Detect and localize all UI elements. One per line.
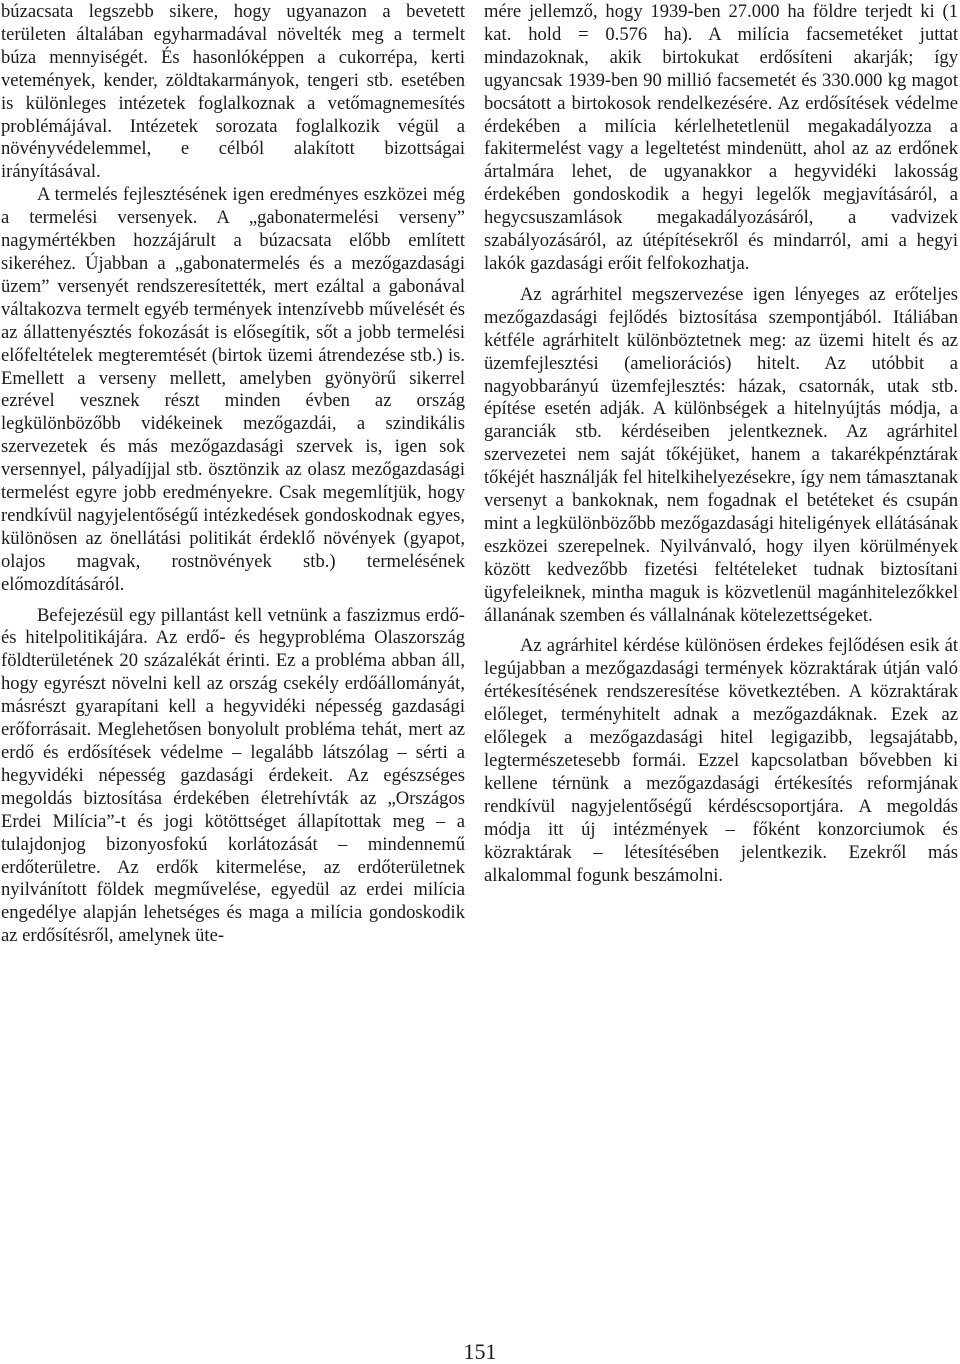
paragraph-right-1: mére jellemző, hogy 1939-ben 27.000 ha földre terjedt ki (1 kat. hold = 0.576 ha). A milícia facsemetéket juttat mindazoknak, akik birtokukat erdősíteni akarják; így ugyancsak 1939-ben 90 millió facsemetét és 330.000 kg magot bocsátott a birtokosok rendelkezésére. Az erdősítések védelme érdekében a milícia kérlelhetetlenül megakadályozza a fakitermelést vagy a legeltetést mindenütt, ahol az az erdőnek ártalmára lehet, de ugyanakkor a hegyvidéki lakosság érdekében gondoskodik a hegyi legelők megjavításáról, a hegycsuszamlások megakadályozásáról, a vadvizek szabályozásáról, az útépítésekről és mindarról, ami a hegyi lakók gazdasági erőit felfokozhatja. bbox=[484, 1, 958, 274]
paragraph-left-3: Befejezésül egy pillantást kell vetnünk a faszizmus erdő- és hitelpolitikájára. Az erdő- és hegyprobléma Olaszország földterületének 20 százalékát érinti. Ez a probléma abban áll, hogy egyrészt növelni kell az ország csekély erdőállományát, másrészt gyarapítani kell a hegyvidéki népesség gazdasági erőforrásait. Meglehetősen bonyolult probléma tehát, mert az erdő és erdősítések védelme – legalább látszólag – sérti a hegyvidéki népesség gazdasági érdekeit. Az egészséges megoldás biztosítása érdekében életrehívták az „Országos Erdei Milícia”-t és jogi kötöttséget állapítottak meg – a tulajdonjog bizonyosfokú korlátozását – mindennemű erdőterületre. Az erdők kitermelése, az erdőterületnek nyilvánított földek megművelése, egyedül az erdei milícia engedélye alapján lehetséges és maga a milícia gondoskodik az erdősítésről, amelynek üte- bbox=[1, 604, 465, 947]
paragraph-right-2: Az agrárhitel megszervezése igen lényeges az erőteljes mezőgazdasági fejlődés biztosítása szempontjából. Itáliában kétféle agrárhitelt különböztetnek meg: az üzemi hitelt és az üzemfejlesztési (ameliorációs) hitelt. Az utóbbit a nagyobbarányú üzemfejlesztés: házak, csatornák, utak stb. építése esetén adják. A különbségek a hitelnyújtás módja, a garanciák stb. kérdéseiben jelentkeznek. Az agrárhitel szervezetei nem saját tőkéjüket, hanem a takarékpénztárak tőkéjét használják fel hitelkihelyezésekre, így nem támasztanak versenyt a bankoknak, nem fogadnak el betéteket és csupán mint a legkülönbözőbb mezőgazdasági hiteligények ellátásának eszközei szerepelnek. Nyilvánvaló, hogy ilyen körülmények között kedvezőbb fizetési feltételeket tudnak biztosítani ügyfeleiknek, mintha maguk is közvetlenül magánhitelezőkkel állanának szemben és vállalnának kötelezettségeket. bbox=[484, 283, 958, 626]
page-number: 151 bbox=[463, 1339, 497, 1364]
paragraph-right-3: Az agrárhitel kérdése különösen érdekes fejlődésen esik át legújabban a mezőgazdasági termények közraktárak útján való értékesítésének rendszeresítése következtében. A közraktárak előleget, terményhitelt adnak a mezőgazdáknak. Ezek az előlegek a mezőgazdasági hitel legigazibb, legsajátabb, legtermészetesebb formái. Ezzel kapcsolatban bővebben ki kellene térnünk a mezőgazdasági értékesítés reformjának rendkívül nagyjelentőségű kérdéscsoportjára. A megoldás módja itt új intézmények – főként konzorciumok és közraktárak – létesítésében jelentkezik. Ezekről más alkalommal fogunk beszámolni. bbox=[484, 635, 958, 886]
paragraph-left-2: A termelés fejlesztésének igen eredményes eszközei még a termelési versenyek. A „gabonatermelési verseny” nagymértékben hozzájárult a búzacsata előbb említett sikeréhez. Újabban a „gabonatermelés és a mezőgazdasági üzem” versenyét rendszeresítették, mert ezáltal a gabonával váltakozva termelt egyéb termények intenzívebb művelését és az állattenyésztés fokozását is elősegítik, sőt a jobb termelési előfeltételek megteremtését (birtok üzemi átrendezése stb.) is. Emellett a verseny mellett, amelyben gyönyörű sikerrel ezrével vesznek részt minden évben az ország legkülönbözőbb vidékeinek mezőgazdái, a szindikális szervezetek és más mezőgazdasági szervek is, igen sok versennyel, pályadíjjal stb. ösztönzik az olasz mezőgazdasági termelést egyre jobb eredményekre. Csak megemlítjük, hogy rendkívül nagyjelentőségű intézkedések gondoskodnak egyes, különösen az önellátási politikát érdeklő növények (gyapot, olajos magvak, rostnövények stb.) termelésének előmozdításáról. bbox=[1, 184, 465, 595]
left-text-column bbox=[1, 1, 465, 948]
right-text-column bbox=[484, 1, 958, 887]
paragraph-left-1: búzacsata legszebb sikere, hogy ugyanazon a bevetett területen általában egyharmadával növelték meg a termelt búza mennyiségét. És hasonlóképpen a cukorrépa, kerti vetemények, kender, zöldtakarmányok, tengeri stb. esetében is különleges intézetek foglalkoznak a vetőmagnemesítés problémájával. Intézetek sorozata foglalkozik végül a növényvédelemmel, e célból alakított bizottságai irányításával. bbox=[1, 1, 465, 183]
